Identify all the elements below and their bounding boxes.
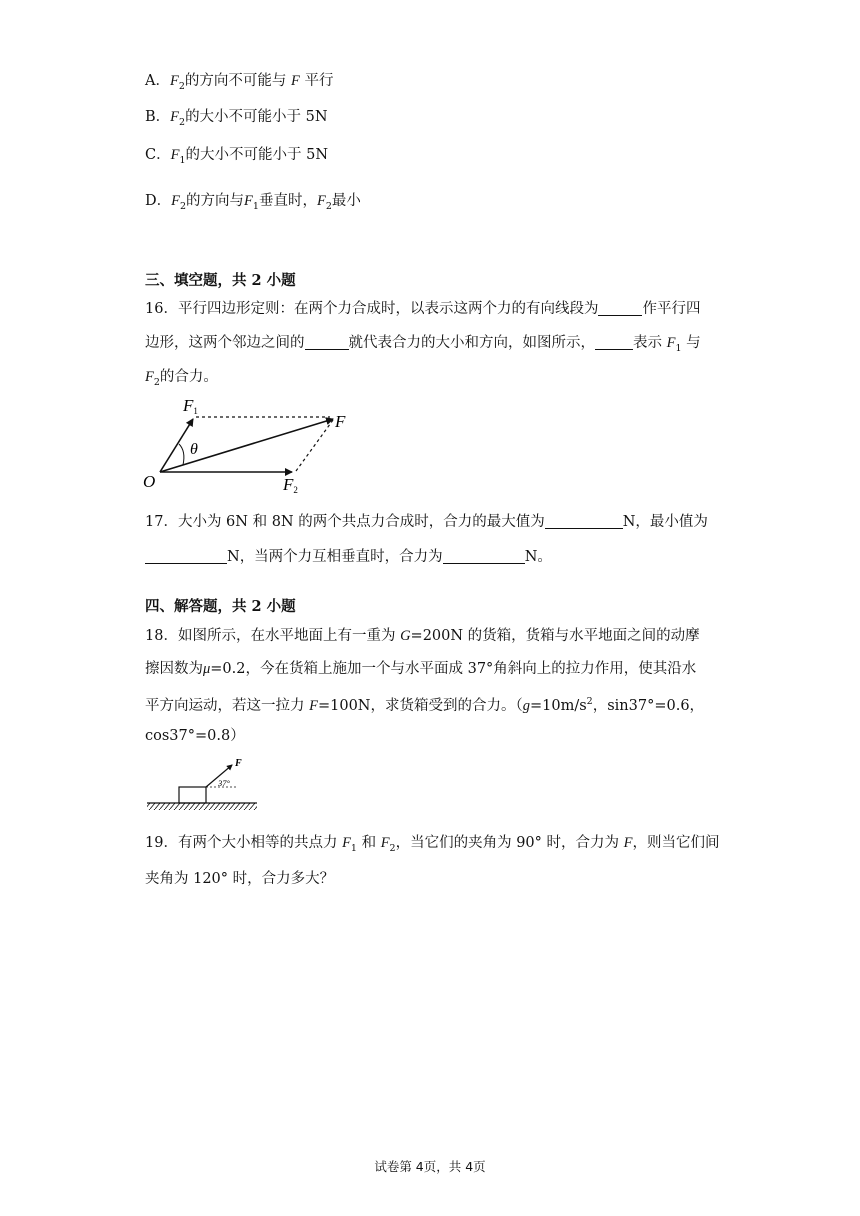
q17-line-2: N，当两个力互相垂直时，合力为 N。 bbox=[145, 547, 552, 567]
ground-hatching bbox=[147, 803, 257, 810]
origin-label: O bbox=[143, 472, 156, 491]
page-footer: 试卷第 4页，共 4页 bbox=[374, 1159, 486, 1174]
dashed-right-edge bbox=[296, 420, 333, 471]
f2-label: F2 bbox=[283, 475, 298, 495]
q19-line-1: 19．有两个大小相等的共点力 $F_1$ 和 $F_2$，当它们的夹角为 90° 时，合力为 F，则当它们间 bbox=[145, 835, 720, 854]
q16-line-2: 边形，这两个邻边之间的 就代表合力的大小和方向，如图所示， 表示 $F_1$ 与 bbox=[145, 335, 701, 354]
option-d: D．$F_2$的方向与$F_1$垂直时，$F_2$最小 bbox=[145, 193, 361, 212]
q18-line-3: 平方向运动，若这一拉力 F=100N，求货箱受到的合力。（$g=10m/s^2$，sin37°=0.6， bbox=[145, 696, 705, 714]
q19-line-2: 夹角为 120° 时，合力多大？ bbox=[145, 871, 335, 887]
parallelogram-figure bbox=[140, 395, 360, 495]
theta-arc bbox=[179, 444, 184, 465]
q16-blank-3[interactable] bbox=[595, 334, 633, 350]
section-3-heading: 三、填空题，共 2 小题 bbox=[145, 272, 296, 289]
q16-blank-2[interactable] bbox=[305, 334, 349, 350]
q17-blank-max[interactable] bbox=[545, 513, 623, 529]
resultant-f-vector bbox=[160, 419, 333, 472]
q16-line-3: $F_2$的合力。 bbox=[145, 369, 218, 388]
angle-label: 37° bbox=[218, 778, 230, 788]
box-figure bbox=[145, 755, 265, 815]
theta-label: θ bbox=[190, 441, 198, 458]
q17-line-1: 17．大小为 6N 和 8N 的两个共点力合成时，合力的最大值为 N，最小值为 bbox=[145, 514, 708, 530]
section-4-heading: 四、解答题，共 2 小题 bbox=[145, 598, 296, 615]
crate-box bbox=[179, 787, 206, 803]
f-label: F bbox=[335, 412, 346, 431]
option-c: C．$F_1$的大小不可能小于 5N bbox=[145, 147, 329, 166]
f1-label: F1 bbox=[183, 396, 198, 416]
q17-blank-min[interactable] bbox=[145, 548, 227, 564]
force-label: F bbox=[235, 758, 242, 769]
q18-line-1: 18．如图所示，在水平地面上有一重为 G=200N 的货箱，货箱与水平地面之间的动摩 bbox=[145, 628, 700, 644]
option-b: B．$F_2$的大小不可能小于 5N bbox=[145, 109, 328, 128]
q17-blank-perpendicular[interactable] bbox=[443, 548, 525, 564]
q16-blank-1[interactable] bbox=[598, 300, 642, 316]
q18-line-4: cos37°=0.8） bbox=[145, 728, 245, 744]
q16-line-1: 16．平行四边形定则：在两个力合成时，以表示这两个力的有向线段为 作平行四 bbox=[145, 301, 701, 317]
q18-line-2: 擦因数为μ=0.2，今在货箱上施加一个与水平面成 37°角斜向上的拉力作用，使其沿水 bbox=[145, 661, 697, 677]
option-a: A．$F_2$的方向不可能与 F 平行 bbox=[145, 73, 334, 92]
